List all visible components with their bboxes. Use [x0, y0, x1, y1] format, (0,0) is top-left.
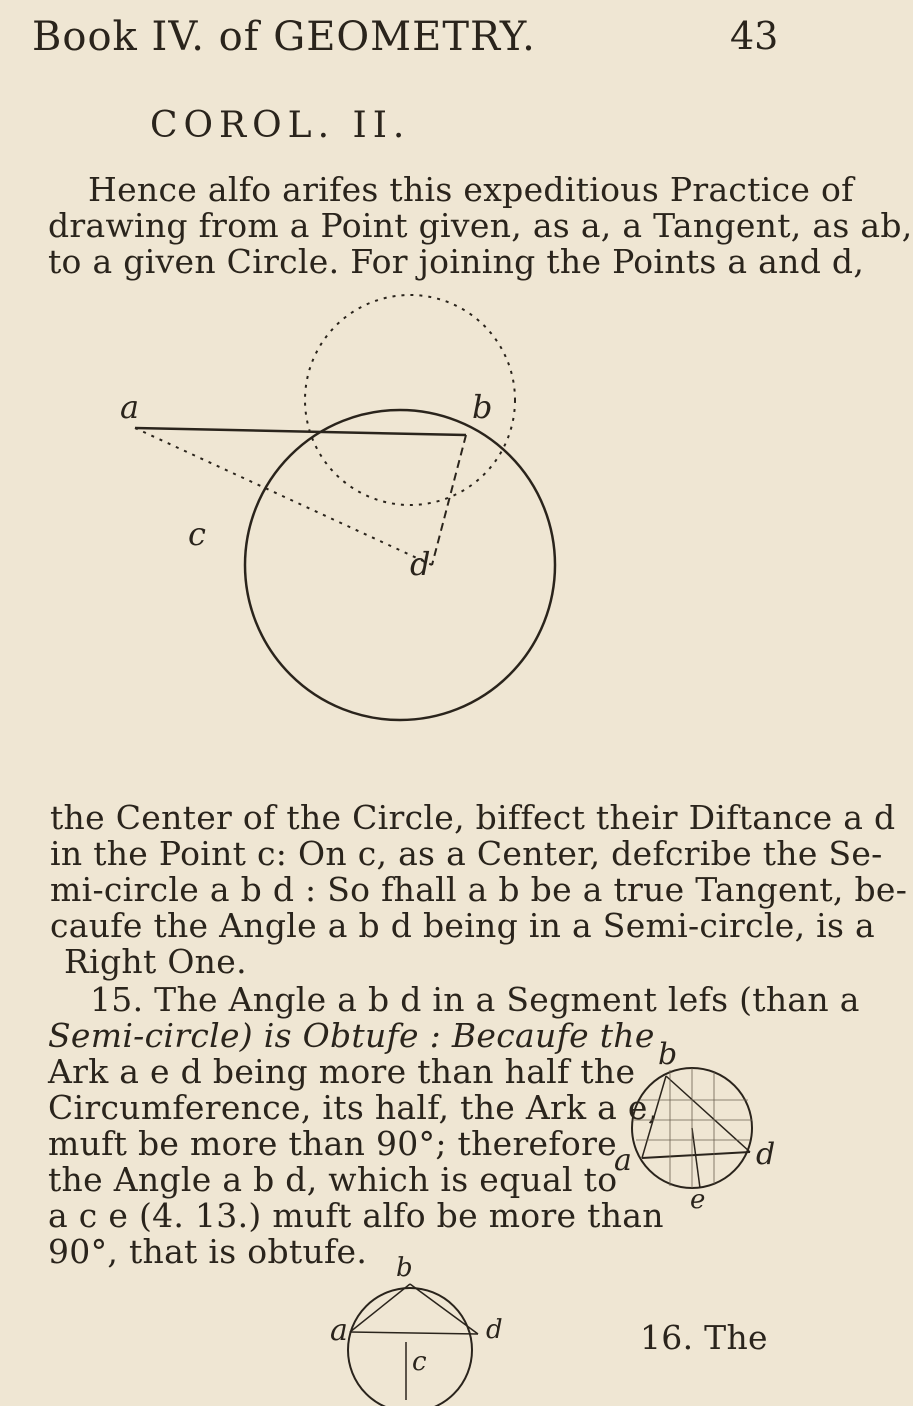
label-a: a	[330, 1313, 348, 1348]
dotted-chord	[135, 428, 432, 565]
paragraph2-line: the Center of the Circle, biffect their Diftance a d	[50, 798, 896, 837]
paragraph2-line: in the Point c: On c, as a Center, defcribe the Se-	[50, 834, 883, 873]
bottom-circle	[348, 1288, 472, 1406]
paragraph3-line: muft be more than 90°; therefore	[48, 1124, 617, 1163]
line-ab	[642, 1076, 666, 1158]
label-d: d	[410, 545, 431, 583]
paragraph1-line: to a given Circle. For joining the Points a and d,	[48, 242, 865, 281]
label-c: c	[188, 515, 206, 553]
paragraph3-line: 90°, that is obtufe.	[48, 1232, 368, 1271]
label-b: b	[658, 1037, 678, 1072]
figure-bottom-circle	[310, 1250, 530, 1406]
paragraph2-line: mi-circle a b d : So fhall a b be a true Tangent, be-	[50, 870, 908, 909]
figure-obtuse-segment	[610, 1037, 780, 1215]
page-number: 43	[730, 14, 779, 58]
line-ab	[350, 1284, 410, 1332]
line-ce	[692, 1128, 700, 1188]
paragraph3-line: Semi-circle) is Obtufe : Becaufe the	[48, 1016, 655, 1055]
next-section-start: 16. The	[640, 1318, 768, 1357]
tangent-line	[135, 428, 466, 435]
label-e: e	[690, 1185, 706, 1215]
paragraph3-line: 15. The Angle a b d in a Segment lefs (than a	[90, 980, 860, 1019]
label-a: a	[614, 1143, 632, 1178]
label-d: d	[756, 1137, 776, 1172]
paragraph3-line: Circumference, its half, the Ark a e,	[48, 1088, 659, 1127]
paragraph3-line: a c e (4. 13.) muft alfo be more than	[48, 1196, 664, 1235]
paragraph1-line: drawing from a Point given, as a, a Tangent, as ab,	[48, 206, 913, 245]
label-a: a	[120, 388, 140, 426]
label-b: b	[396, 1253, 413, 1283]
main-circle	[245, 410, 555, 720]
label-d: d	[486, 1315, 503, 1345]
paragraph2-line: caufe the Angle a b d being in a Semi-circle, is a	[50, 906, 876, 945]
section-heading: COROL. II.	[150, 105, 411, 146]
dashed-line	[432, 435, 466, 565]
chord	[350, 1332, 478, 1334]
label-c: c	[412, 1347, 427, 1377]
line-bd	[410, 1284, 478, 1334]
running-header: Book IV. of GEOMETRY.	[32, 14, 536, 60]
figure-tangent-construction	[110, 290, 670, 770]
paragraph2-line: Right One.	[64, 942, 247, 981]
paragraph3-line: Ark a e d being more than half the	[48, 1052, 636, 1091]
paragraph1-line: Hence alfo arifes this expeditious Practice of	[88, 170, 854, 209]
label-b: b	[472, 388, 493, 426]
paragraph3-line: the Angle a b d, which is equal to	[48, 1160, 618, 1199]
